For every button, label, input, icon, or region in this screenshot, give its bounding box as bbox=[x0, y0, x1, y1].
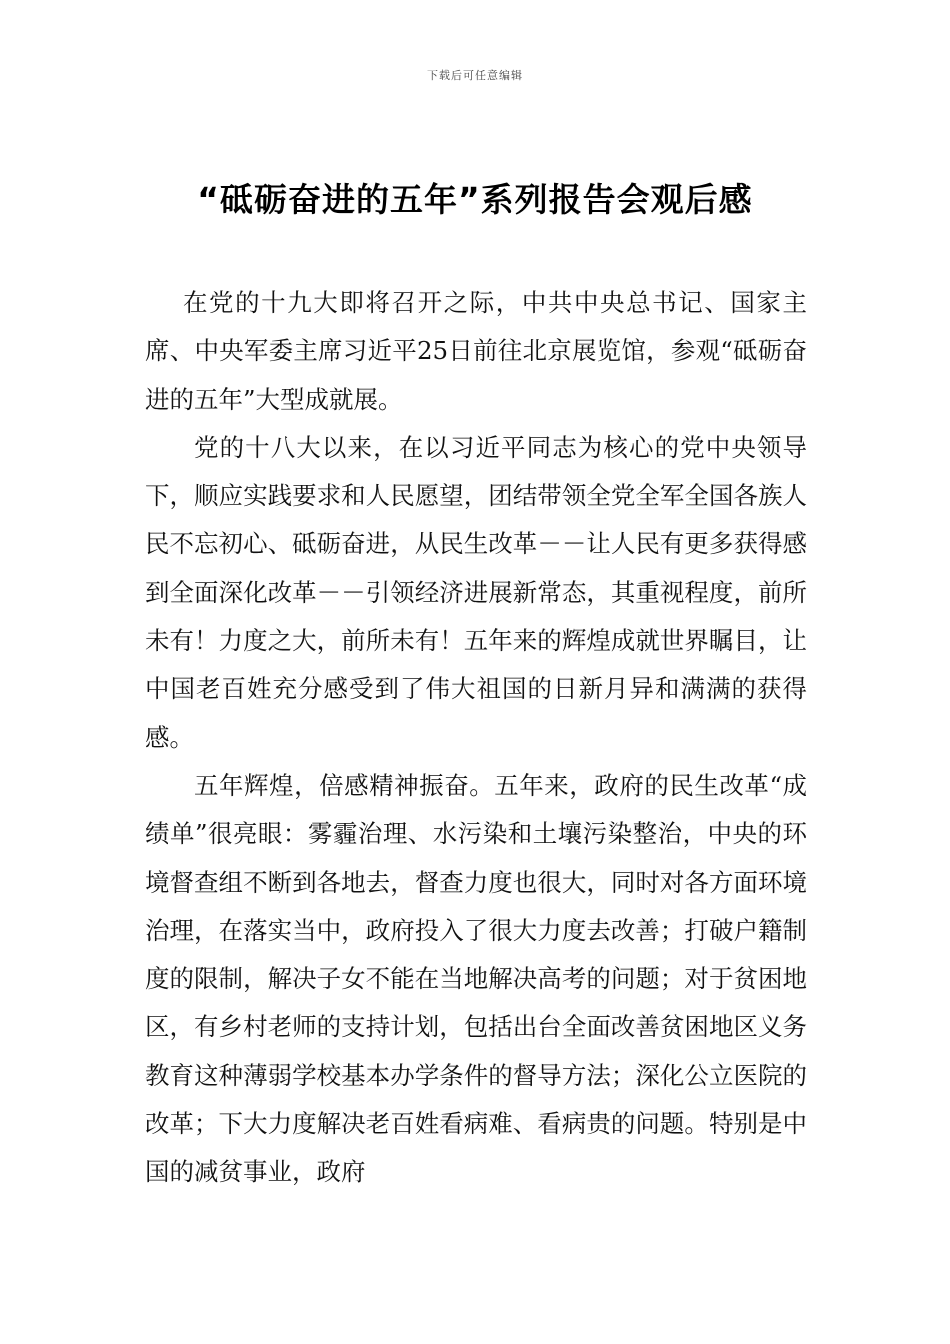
paragraph-3: 五年辉煌，倍感精神振奋。五年来，政府的民生改革“成绩单”很亮眼：雾霾治理、水污染和土壤污染整治，中央的环境督查组不断到各地去，督查力度也很大，同时对各方面环境治理，在落实当中，政府投入了很大力度去改善；打破户籍制度的限制，解决子女不能在当地解决高考的问题；对于贫困地区，有乡村老师的支持计划，包括出台全面改善贫困地区义务教育这种薄弱学校基本办学条件的督导方法；深化公立医院的改革；下大力度解决老百姓看病难、看病贵的问题。特别是中国的减贫事业，政府 bbox=[145, 770, 807, 1187]
header-note: 下载后可任意编辑 bbox=[427, 69, 523, 82]
document-body bbox=[145, 279, 807, 1197]
paragraph-2: 党的十八大以来，在以习近平同志为核心的党中央领导下，顺应实践要求和人民愿望，团结带领全党全军全国各族人民不忘初心、砥砺奋进，从民生改革－－让人民有更多获得感到全面深化改革－－引领经济进展新常态，其重视程度，前所未有！力度之大，前所未有！五年来的辉煌成就世界瞩目，让中国老百姓充分感受到了伟大祖国的日新月异和满满的获得感。 bbox=[145, 432, 807, 752]
document-title: “砥砺奋进的五年”系列报告会观后感 bbox=[197, 180, 753, 219]
paragraph-1: 在党的十九大即将召开之际，中共中央总书记、国家主席、中央军委主席习近平25日前往北京展览馆，参观“砥砺奋进的五年”大型成就展。 bbox=[145, 288, 807, 414]
